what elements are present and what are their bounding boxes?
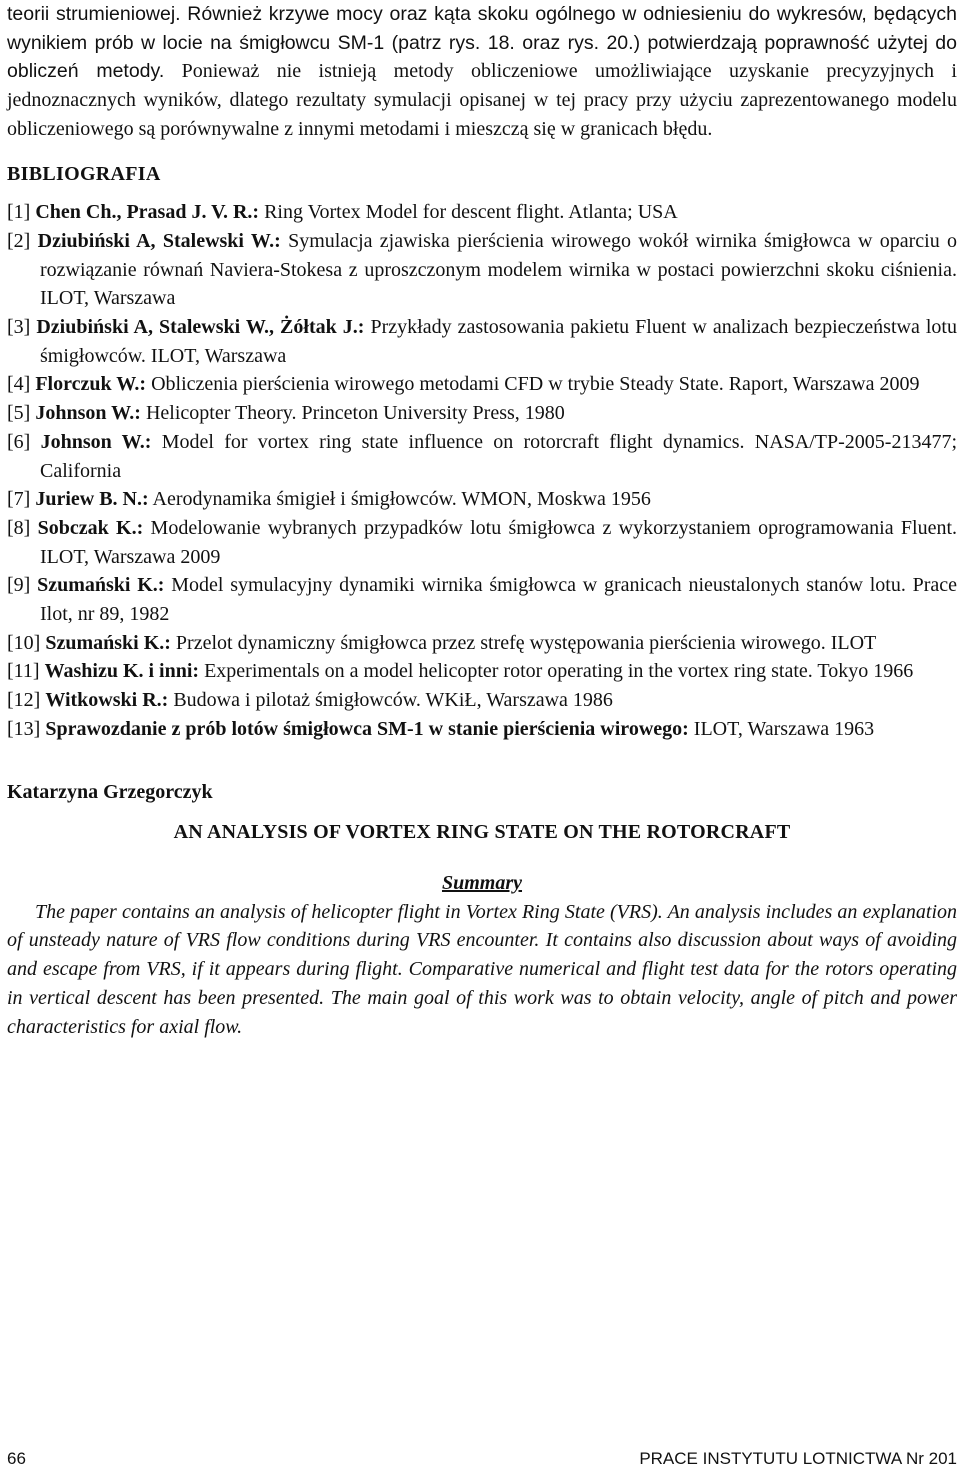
reference-item [7,514,957,571]
reference-text: Model for vortex ring state influence on rotorcraft flight dynamics. NASA/TP-2005-213477; California [40,430,957,482]
page-content [7,0,957,1041]
reference-text: Budowa i pilotaż śmigłowców. WKiŁ, Warszawa 1986 [168,689,613,712]
reference-number: [7] [7,488,36,511]
reference-item [7,657,957,686]
reference-item [7,227,957,313]
reference-authors: Chen Ch., Prasad J. V. R.: [35,201,260,224]
reference-text: Experimentals on a model helicopter rotor operating in the vortex ring state. Tokyo 1966 [199,660,914,683]
reference-number: [6] [7,430,41,453]
reference-text: Symulacja zjawiska pierścienia wirowego wokół wirnika śmigłowca w oparciu o rozwiązanie równań Naviera-Stokesa z uproszczonym modelem wirnika w postaci powierzchni skoku ciśnienia. ILOT, Warszawa [40,229,958,310]
summary-paragraph: The paper contains an analysis of helicopter flight in Vortex Ring State (VRS). An analysis includes an explanation of unsteady nature of VRS flow conditions during VRS encounter. It contains also discussion about ways of avoiding and escape from VRS, if it appears during flight. Comparative numerical and flight test data for the rotors operating in vertical descent has been presented. The main goal of this work was to obtain velocity, angle of pitch and power characteristics for axial flow. [7,900,957,1038]
bibliography-heading: BIBLIOGRAFIA [7,162,161,185]
reference-number: [5] [7,402,36,425]
reference-number: [3] [7,316,37,339]
reference-number: [4] [7,373,36,396]
reference-authors: Johnson W.: [35,402,141,425]
page-footer [7,1449,957,1473]
reference-authors: Dziubiński A, Stalewski W., Żółtak J.: [36,316,365,339]
summary-author: Katarzyna Grzegorczyk [7,780,213,803]
reference-number: [9] [7,574,38,597]
reference-item [7,571,957,628]
intro-paragraph [7,0,957,144]
reference-text: Modelowanie wybranych przypadków lotu śmigłowca z wykorzystaniem oprogramowania Fluent. ILOT, Warszawa 2009 [40,516,958,568]
reference-text: Przykłady zastosowania pakietu Fluent w analizach bezpieczeństwa lotu śmigłowców. ILOT, Warszawa [40,316,957,367]
reference-authors: Szumański K.: [37,574,165,597]
reference-item [7,370,957,399]
reference-item [7,629,957,658]
reference-text: Ring Vortex Model for descent flight. Atlanta; USA [259,201,678,224]
intro-text-serif: Ponieważ nie istnieją metody obliczeniowe umożliwiające uzyskanie precyzyjnych i jednoznacznych wyników, dlatego rezultaty symulacji opisanej w tej pracy przy użyciu zaprezentowanego modelu obliczeniowego są porównywalne z innymi metodami i mieszczą się w granicach błędu. [7,60,957,140]
reference-authors: Dziubiński A, Stalewski W.: [37,229,281,252]
reference-authors: Sprawozdanie z prób lotów śmigłowca SM-1 w stanie pierścienia wirowego: [45,717,689,740]
reference-item [7,198,957,227]
reference-number: [13] [7,717,46,740]
reference-item [7,485,957,514]
page-number: 66 [7,1449,26,1468]
reference-item [7,399,957,428]
reference-item [7,686,957,715]
reference-authors: Florczuk W.: [35,373,147,396]
reference-authors: Juriew B. N.: [35,488,149,511]
reference-authors: Sobczak K.: [37,516,144,539]
reference-text: ILOT, Warszawa 1963 [688,717,875,740]
reference-authors: Johnson W.: [40,430,152,453]
reference-text: Aerodynamika śmigieł i śmigłowców. WMON, Moskwa 1956 [148,488,651,511]
reference-text: Przelot dynamiczny śmigłowca przez strefę występowania pierścienia wirowego. ILOT [170,631,877,654]
reference-list [7,198,957,743]
reference-item [7,313,957,370]
reference-authors: Szumański K.: [45,631,171,654]
reference-item [7,428,957,485]
reference-text: Model symulacyjny dynamiki wirnika śmigłowca w granicach nieustalonych stanów lotu. Prace Ilot, nr 89, 1982 [40,574,958,626]
reference-item [7,715,957,744]
reference-number: [12] [7,689,46,712]
reference-number: [11] [7,660,45,683]
intro-text-sans: teorii strumieniowej. Również krzywe mocy oraz kąta skoku ogólnego w odniesieniu do wykresów, będących wynikiem prób w locie na śmigłowcu SM-1 (patrz rys. 18. oraz rys. 20.) potwierdzają poprawność użytej do obliczeń metody. [7,3,957,83]
reference-authors: Washizu K. i inni: [44,660,200,683]
summary-heading: Summary [441,871,523,894]
journal-name: PRACE INSTYTUTU LOTNICTWA Nr 201 [639,1449,957,1468]
reference-number: [8] [7,516,38,539]
reference-text: Obliczenia pierścienia wirowego metodami CFD w trybie Steady State. Raport, Warszawa 2009 [146,373,920,396]
reference-number: [10] [7,631,46,654]
reference-authors: Witkowski R.: [45,689,169,712]
english-title: AN ANALYSIS OF VORTEX RING STATE ON THE ROTORCRAFT [173,821,791,844]
reference-number: [2] [7,229,38,252]
reference-number: [1] [7,201,36,224]
reference-text: Helicopter Theory. Princeton University Press, 1980 [140,402,565,425]
